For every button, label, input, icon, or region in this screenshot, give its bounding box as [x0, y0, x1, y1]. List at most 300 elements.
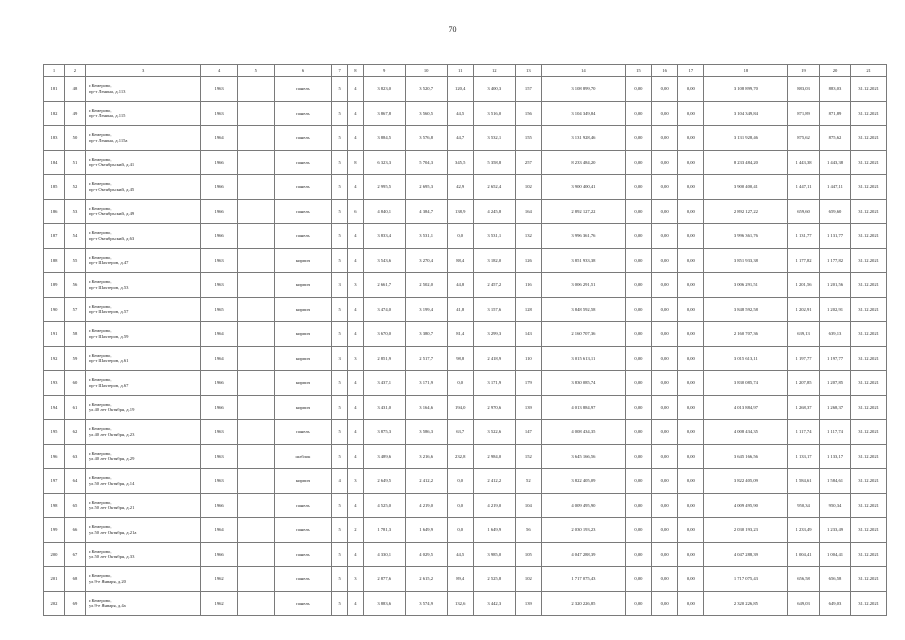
repair-cost: 2 320 226,85 [541, 591, 625, 616]
zero-value: 0,00 [652, 224, 678, 249]
living-area: 5 704,3 [405, 150, 447, 175]
item-number: 48 [64, 77, 85, 102]
row-number: 187 [44, 224, 65, 249]
unit-cost: 1 233,49 [788, 518, 819, 543]
column-number-row [44, 65, 887, 77]
unit-cost: 659,60 [788, 199, 819, 224]
unit-cost: 649,03 [788, 591, 819, 616]
living-area: 1 649,9 [405, 518, 447, 543]
build-year: 1966 [201, 175, 238, 200]
residents-count: 116 [515, 273, 541, 298]
residents-count: 139 [515, 395, 541, 420]
zero-value: 0,00 [678, 199, 704, 224]
empty-cell [237, 175, 274, 200]
max-unit-cost: 883,03 [819, 77, 850, 102]
address-cell [85, 101, 200, 126]
column-number-6: 6 [274, 65, 332, 77]
completion-date: 31.12.2021 [851, 518, 887, 543]
residential-area: 3 400,3 [473, 77, 515, 102]
address-city: г.Кемерово, [88, 328, 112, 334]
address-street: ул.9-е Января, д.4а [88, 603, 126, 609]
column-number-17: 17 [678, 65, 704, 77]
zero-value: 0,00 [625, 126, 651, 151]
empty-cell [237, 542, 274, 567]
address-city: г.Кемерово, [88, 450, 112, 456]
build-year: 1963 [201, 101, 238, 126]
max-unit-cost: 656,58 [819, 567, 850, 592]
total-cost: 3 851 933,38 [704, 248, 788, 273]
total-cost: 3 104 349,84 [704, 101, 788, 126]
total-area: 3 543,6 [363, 248, 405, 273]
unit-cost: 656,58 [788, 567, 819, 592]
completion-date: 31.12.2021 [851, 224, 887, 249]
build-year: 1962 [201, 567, 238, 592]
total-cost: 4 009 495,90 [704, 493, 788, 518]
living-area: 3 531,1 [405, 224, 447, 249]
residents-count: 139 [515, 591, 541, 616]
wall-material: кирпич [274, 297, 332, 322]
zero-value: 0,00 [625, 346, 651, 371]
residents-count: 156 [515, 101, 541, 126]
item-number: 53 [64, 199, 85, 224]
repair-cost: 3 851 933,38 [541, 248, 625, 273]
table-row [44, 126, 887, 151]
zero-value: 0,00 [678, 542, 704, 567]
empty-cell [237, 567, 274, 592]
empty-cell [237, 591, 274, 616]
address-street: ул.50 лет Октября, д.14 [88, 480, 135, 486]
repair-cost: 2 892 127,22 [541, 199, 625, 224]
empty-cell [237, 199, 274, 224]
floor-count: 5 [332, 224, 348, 249]
empty-cell [237, 101, 274, 126]
zero-value: 0,00 [625, 77, 651, 102]
address-cell [85, 567, 200, 592]
item-number: 66 [64, 518, 85, 543]
address-city: г.Кемерово, [88, 475, 112, 481]
entrance-count: 4 [348, 542, 364, 567]
address-street: пр-т Шахтеров, д.57 [88, 309, 129, 315]
completion-date: 31.12.2021 [851, 395, 887, 420]
total-area: 3 867,8 [363, 101, 405, 126]
living-area: 2 695,3 [405, 175, 447, 200]
address-street: ул.40 лет Октября, д.19 [88, 407, 135, 413]
zero-value: 0,00 [652, 322, 678, 347]
empty-cell [237, 518, 274, 543]
item-number: 63 [64, 444, 85, 469]
completion-date: 31.12.2021 [851, 469, 887, 494]
floor-count: 5 [332, 101, 348, 126]
address-cell [85, 126, 200, 151]
zero-value: 0,00 [652, 273, 678, 298]
total-area: 3 875,3 [363, 420, 405, 445]
unit-cost: 871,89 [788, 101, 819, 126]
zero-value: 0,00 [625, 371, 651, 396]
address-city: г.Кемерово, [88, 573, 112, 579]
address-city: г.Кемерово, [88, 254, 112, 260]
residents-count: 56 [515, 518, 541, 543]
column-number-16: 16 [652, 65, 678, 77]
zero-value: 0,00 [652, 469, 678, 494]
row-number: 201 [44, 567, 65, 592]
address-cell [85, 77, 200, 102]
repair-cost: 1 717 075,43 [541, 567, 625, 592]
unit-cost: 1 584,61 [788, 469, 819, 494]
unit-cost: 1 201,56 [788, 273, 819, 298]
max-unit-cost: 1 268,37 [819, 395, 850, 420]
column-number-10: 10 [405, 65, 447, 77]
row-number: 188 [44, 248, 65, 273]
zero-value: 0,00 [625, 150, 651, 175]
floor-count: 5 [332, 518, 348, 543]
item-number: 55 [64, 248, 85, 273]
nonresidential-area: 44,8 [447, 273, 473, 298]
floor-count: 5 [332, 493, 348, 518]
max-unit-cost: 659,60 [819, 199, 850, 224]
completion-date: 31.12.2021 [851, 199, 887, 224]
zero-value: 0,00 [625, 518, 651, 543]
zero-value: 0,00 [652, 395, 678, 420]
completion-date: 31.12.2021 [851, 297, 887, 322]
total-area: 2 661,7 [363, 273, 405, 298]
completion-date: 31.12.2021 [851, 248, 887, 273]
residential-area: 2 457,2 [473, 273, 515, 298]
table-row [44, 101, 887, 126]
build-year: 1966 [201, 493, 238, 518]
address-street: пр-т Шахтеров, д.59 [88, 333, 129, 339]
build-year: 1966 [201, 150, 238, 175]
total-cost: 2 892 127,22 [704, 199, 788, 224]
build-year: 1963 [201, 444, 238, 469]
unit-cost: 1 268,37 [788, 395, 819, 420]
wall-material: панель [274, 199, 332, 224]
unit-cost: 1 177,82 [788, 248, 819, 273]
table-row [44, 518, 887, 543]
total-cost: 3 645 166,56 [704, 444, 788, 469]
entrance-count: 3 [348, 346, 364, 371]
empty-cell [237, 346, 274, 371]
completion-date: 31.12.2021 [851, 444, 887, 469]
empty-cell [237, 77, 274, 102]
residential-area: 2 412,2 [473, 469, 515, 494]
empty-cell [237, 469, 274, 494]
unit-cost: 1 131,77 [788, 224, 819, 249]
address-city: г.Кемерово, [88, 597, 112, 603]
column-number-8: 8 [348, 65, 364, 77]
total-area: 3 489,6 [363, 444, 405, 469]
max-unit-cost: 875,62 [819, 126, 850, 151]
nonresidential-area: 42,9 [447, 175, 473, 200]
build-year: 1966 [201, 199, 238, 224]
entrance-count: 4 [348, 493, 364, 518]
residential-area: 3 157,6 [473, 297, 515, 322]
row-number: 182 [44, 101, 65, 126]
build-year: 1964 [201, 322, 238, 347]
wall-material: панель [274, 77, 332, 102]
address-cell [85, 469, 200, 494]
residents-count: 126 [515, 248, 541, 273]
total-area: 6 323,3 [363, 150, 405, 175]
entrance-count: 3 [348, 567, 364, 592]
zero-value: 0,00 [625, 224, 651, 249]
zero-value: 0,00 [678, 322, 704, 347]
build-year: 1966 [201, 542, 238, 567]
max-unit-cost: 1 447,11 [819, 175, 850, 200]
zero-value: 0,00 [625, 420, 651, 445]
completion-date: 31.12.2021 [851, 150, 887, 175]
empty-cell [237, 150, 274, 175]
residents-count: 132 [515, 224, 541, 249]
living-area: 3 586,3 [405, 420, 447, 445]
row-number: 202 [44, 591, 65, 616]
empty-cell [237, 224, 274, 249]
row-number: 199 [44, 518, 65, 543]
zero-value: 0,00 [678, 101, 704, 126]
total-cost: 3 108 899,70 [704, 77, 788, 102]
address-city: г.Кемерово, [88, 107, 112, 113]
entrance-count: 4 [348, 224, 364, 249]
address-cell [85, 297, 200, 322]
residential-area: 2 525,8 [473, 567, 515, 592]
entrance-count: 2 [348, 518, 364, 543]
address-city: г.Кемерово, [88, 377, 112, 383]
table-row [44, 322, 887, 347]
total-cost: 3 822 405,09 [704, 469, 788, 494]
repair-cost: 3 645 166,56 [541, 444, 625, 469]
table-row [44, 420, 887, 445]
table-row [44, 493, 887, 518]
residential-area: 3 516,0 [473, 101, 515, 126]
zero-value: 0,00 [652, 126, 678, 151]
address-city: г.Кемерово, [88, 279, 112, 285]
zero-value: 0,00 [678, 395, 704, 420]
zero-value: 0,00 [678, 493, 704, 518]
residential-area: 3 171,9 [473, 371, 515, 396]
zero-value: 0,00 [625, 322, 651, 347]
floor-count: 5 [332, 150, 348, 175]
row-number: 186 [44, 199, 65, 224]
wall-material: панель [274, 101, 332, 126]
residential-area: 4 219,0 [473, 493, 515, 518]
completion-date: 31.12.2021 [851, 493, 887, 518]
max-unit-cost: 950,34 [819, 493, 850, 518]
wall-material: панель [274, 542, 332, 567]
column-number-18: 18 [704, 65, 788, 77]
wall-material: панель [274, 175, 332, 200]
zero-value: 0,00 [652, 567, 678, 592]
floor-count: 5 [332, 199, 348, 224]
table-row [44, 395, 887, 420]
residents-count: 143 [515, 322, 541, 347]
max-unit-cost: 1 117,74 [819, 420, 850, 445]
column-number-14: 14 [541, 65, 625, 77]
unit-cost: 1 443,38 [788, 150, 819, 175]
table-row [44, 542, 887, 567]
living-area: 3 574,9 [405, 591, 447, 616]
unit-cost: 1 197,77 [788, 346, 819, 371]
unit-cost: 1 447,11 [788, 175, 819, 200]
residential-area: 3 531,1 [473, 224, 515, 249]
address-street: пр-т Шахтеров, д.47 [88, 260, 129, 266]
zero-value: 0,00 [678, 126, 704, 151]
zero-value: 0,00 [625, 175, 651, 200]
build-year: 1966 [201, 371, 238, 396]
address-street: пр-т Шахтеров, д.67 [88, 382, 129, 388]
item-number: 57 [64, 297, 85, 322]
nonresidential-area: 88,4 [447, 248, 473, 273]
address-cell [85, 371, 200, 396]
total-area: 3 833,4 [363, 224, 405, 249]
zero-value: 0,00 [652, 199, 678, 224]
floor-count: 3 [332, 273, 348, 298]
nonresidential-area: 98,8 [447, 346, 473, 371]
address-cell [85, 273, 200, 298]
item-number: 62 [64, 420, 85, 445]
max-unit-cost: 1 197,77 [819, 346, 850, 371]
nonresidential-area: 0,0 [447, 518, 473, 543]
item-number: 60 [64, 371, 85, 396]
column-number-15: 15 [625, 65, 651, 77]
wall-material: кирпич [274, 395, 332, 420]
zero-value: 0,00 [625, 444, 651, 469]
residents-count: 164 [515, 199, 541, 224]
zero-value: 0,00 [625, 567, 651, 592]
unit-cost: 1 117,74 [788, 420, 819, 445]
item-number: 59 [64, 346, 85, 371]
repair-cost: 4 013 884,97 [541, 395, 625, 420]
table-row [44, 591, 887, 616]
zero-value: 0,00 [652, 591, 678, 616]
floor-count: 4 [332, 469, 348, 494]
wall-material: панель [274, 518, 332, 543]
total-cost: 3 131 928,46 [704, 126, 788, 151]
repair-cost: 3 900 400,41 [541, 175, 625, 200]
total-area: 4 525,0 [363, 493, 405, 518]
unit-cost: 1 202,91 [788, 297, 819, 322]
floor-count: 5 [332, 371, 348, 396]
column-number-2: 2 [64, 65, 85, 77]
floor-count: 5 [332, 444, 348, 469]
address-city: г.Кемерово, [88, 132, 112, 138]
residents-count: 102 [515, 175, 541, 200]
max-unit-cost: 1 584,61 [819, 469, 850, 494]
nonresidential-area: 194,0 [447, 395, 473, 420]
address-cell [85, 420, 200, 445]
total-cost: 1 717 075,43 [704, 567, 788, 592]
max-unit-cost: 639,13 [819, 322, 850, 347]
entrance-count: 6 [348, 199, 364, 224]
total-cost: 4 047 288,39 [704, 542, 788, 567]
empty-cell [237, 444, 274, 469]
zero-value: 0,00 [625, 395, 651, 420]
zero-value: 0,00 [678, 469, 704, 494]
residents-count: 104 [515, 493, 541, 518]
build-year: 1964 [201, 126, 238, 151]
floor-count: 5 [332, 77, 348, 102]
table-row [44, 371, 887, 396]
total-area: 2 649,5 [363, 469, 405, 494]
build-year: 1963 [201, 273, 238, 298]
zero-value: 0,00 [625, 591, 651, 616]
residents-count: 155 [515, 126, 541, 151]
row-number: 183 [44, 126, 65, 151]
build-year: 1966 [201, 224, 238, 249]
living-area: 3 199,4 [405, 297, 447, 322]
address-cell [85, 346, 200, 371]
page-number: 70 [448, 25, 457, 34]
entrance-count: 4 [348, 101, 364, 126]
row-number: 191 [44, 322, 65, 347]
residential-area: 3 522,6 [473, 420, 515, 445]
address-cell [85, 542, 200, 567]
zero-value: 0,00 [652, 371, 678, 396]
address-cell [85, 518, 200, 543]
wall-material: кирпич [274, 469, 332, 494]
column-number-19: 19 [788, 65, 819, 77]
address-street: пр-т Ленина, д.115а [88, 137, 128, 143]
zero-value: 0,00 [678, 371, 704, 396]
residents-count: 157 [515, 77, 541, 102]
column-number-13: 13 [515, 65, 541, 77]
unit-cost: 1 004,41 [788, 542, 819, 567]
build-year: 1964 [201, 346, 238, 371]
row-number: 195 [44, 420, 65, 445]
repair-cost: 3 006 291,51 [541, 273, 625, 298]
row-number: 196 [44, 444, 65, 469]
residential-area: 1 649,9 [473, 518, 515, 543]
residential-area: 4 245,8 [473, 199, 515, 224]
build-year: 1966 [201, 395, 238, 420]
floor-count: 5 [332, 322, 348, 347]
floor-count: 5 [332, 175, 348, 200]
zero-value: 0,00 [678, 567, 704, 592]
entrance-count: 4 [348, 248, 364, 273]
address-city: г.Кемерово, [88, 352, 112, 358]
item-number: 50 [64, 126, 85, 151]
max-unit-cost: 1 201,56 [819, 273, 850, 298]
entrance-count: 4 [348, 371, 364, 396]
total-cost: 3 006 291,51 [704, 273, 788, 298]
floor-count: 5 [332, 395, 348, 420]
repair-cost: 2 030 193,23 [541, 518, 625, 543]
column-number-7: 7 [332, 65, 348, 77]
wall-material: панель [274, 591, 332, 616]
total-area: 3 437,1 [363, 371, 405, 396]
repair-cost: 3 822 405,09 [541, 469, 625, 494]
table-row [44, 567, 887, 592]
address-cell [85, 444, 200, 469]
build-year: 1963 [201, 469, 238, 494]
address-street: пр-т Ленина, д.113 [88, 88, 126, 94]
address-cell [85, 150, 200, 175]
item-number: 68 [64, 567, 85, 592]
residents-count: 147 [515, 420, 541, 445]
completion-date: 31.12.2021 [851, 420, 887, 445]
table-row [44, 346, 887, 371]
entrance-count: 3 [348, 469, 364, 494]
nonresidential-area: 63,7 [447, 420, 473, 445]
entrance-count: 4 [348, 444, 364, 469]
nonresidential-area: 89,4 [447, 567, 473, 592]
total-area: 2 877,6 [363, 567, 405, 592]
wall-material: панель [274, 420, 332, 445]
address-cell [85, 224, 200, 249]
zero-value: 0,00 [678, 297, 704, 322]
column-number-5: 5 [237, 65, 274, 77]
residents-count: 110 [515, 346, 541, 371]
address-cell [85, 493, 200, 518]
repair-cost: 3 104 349,84 [541, 101, 625, 126]
